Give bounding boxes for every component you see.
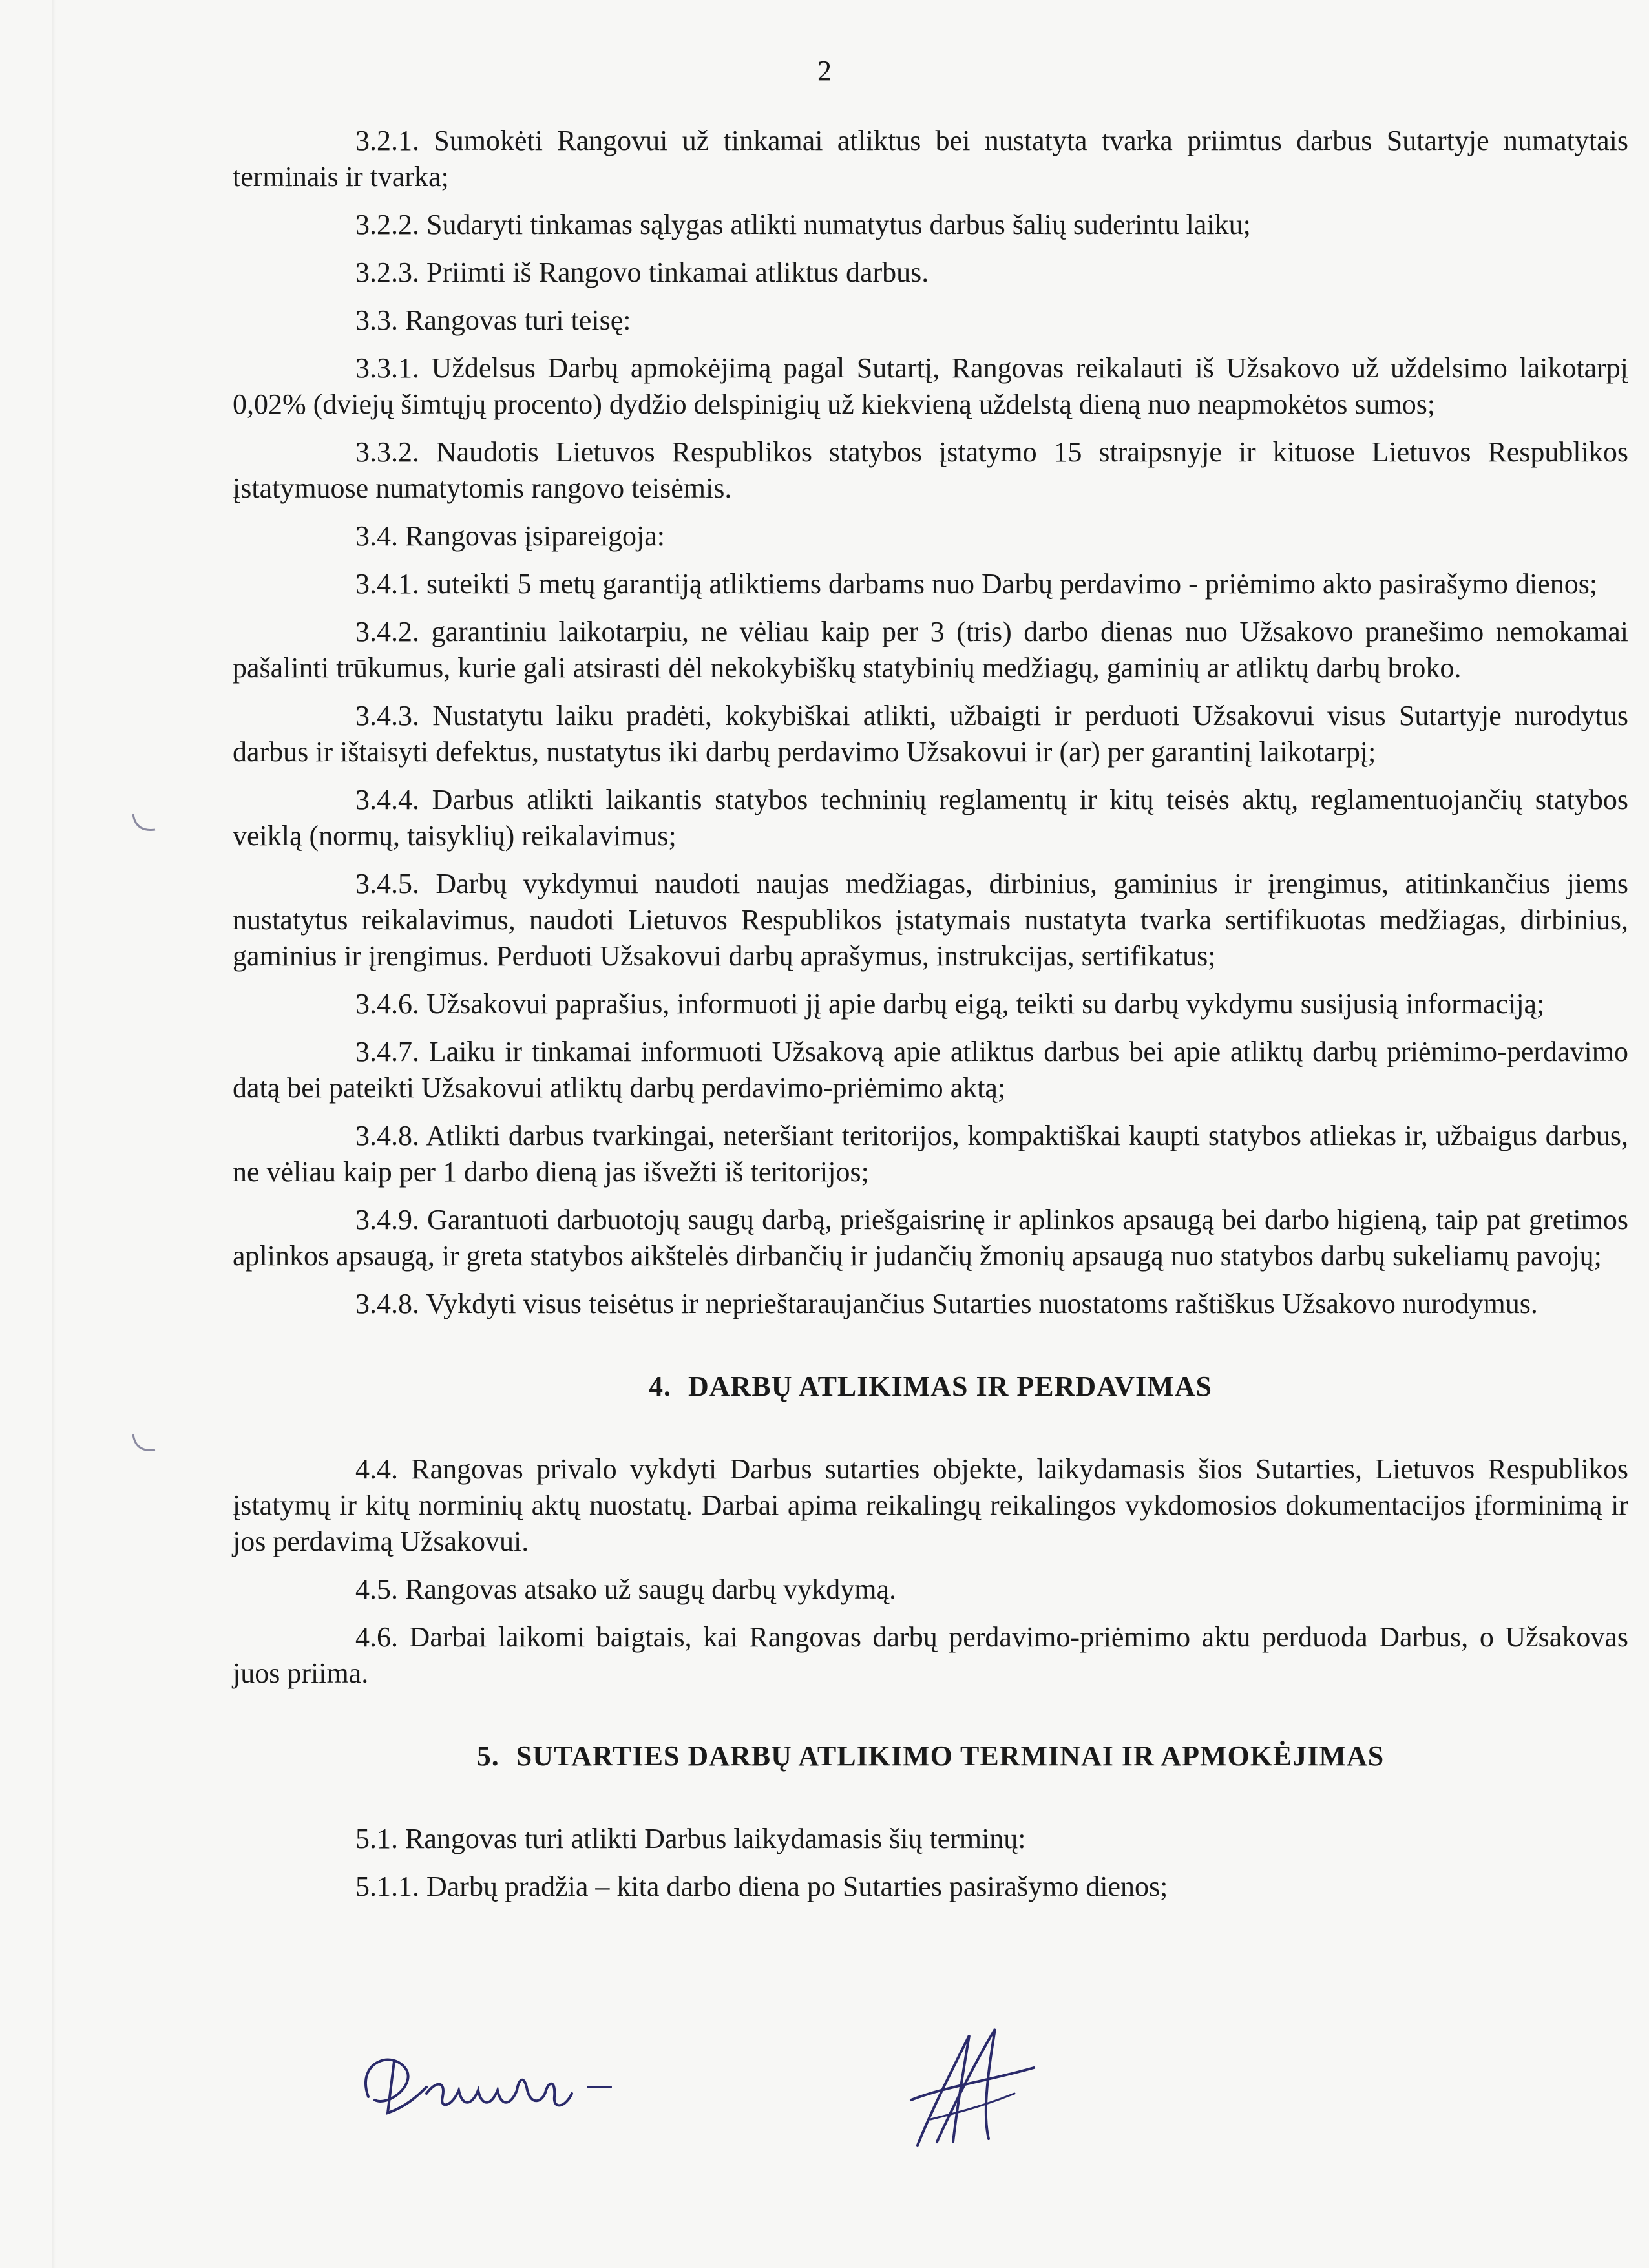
section-5-title: SUTARTIES DARBŲ ATLIKIMO TERMINAI IR APMOKĖJIMAS — [516, 1740, 1385, 1772]
scan-edge-shadow — [52, 0, 56, 2268]
clause-paragraph: 3.4.6. Užsakovui paprašius, informuoti jį apie darbų eigą, teikti su darbų vykdymu susijusią informaciją; — [355, 988, 1545, 1020]
clause-paragraph: 5.1. Rangovas turi atlikti Darbus laikydamasis šių terminų: — [355, 1823, 1026, 1854]
section-4-number: 4. — [649, 1370, 672, 1402]
punch-hole-icon — [129, 808, 159, 837]
section-3-clauses — [233, 123, 1628, 1322]
page-number: 2 — [817, 55, 832, 87]
section-5-number: 5. — [476, 1740, 499, 1772]
clause-paragraph: 3.3.1. Uždelsus Darbų apmokėjimą pagal Sutartį, Rangovas reikalauti iš Užsakovo už uždelsimo laikotarpį 0,02% (dviejų šimtųjų procento) dydžio delspinigių už kiekvieną uždelstą dieną nuo neapmokėtos sumos; — [233, 352, 1628, 420]
clause-paragraph: 3.2.3. Priimti iš Rangovo tinkamai atliktus darbus. — [355, 257, 929, 288]
clause-paragraph: 3.4.8. Vykdyti visus teisėtus ir neprieštaraujančius Sutarties nuostatoms raštiškus Užsakovo nurodymus. — [355, 1288, 1538, 1319]
clause-paragraph: 3.2.1. Sumokėti Rangovui už tinkamai atliktus bei nustatyta tvarka priimtus darbus Sutartyje numatytais terminais ir tvarka; — [233, 125, 1628, 193]
clause-paragraph: 3.4.9. Garantuoti darbuotojų saugų darbą, priešgaisrinę ir aplinkos apsaugą bei darbo higieną, taip pat gretimos aplinkos apsaugą, ir greta statybos aikštelės dirbančių ir judančių žmonių apsaugą nuo statybos darbų sukeliamų pavojų; — [233, 1204, 1628, 1272]
punch-hole-icon — [129, 1428, 159, 1458]
section-4-heading — [233, 1367, 1628, 1406]
section-5-heading — [233, 1737, 1628, 1776]
clause-paragraph: 4.5. Rangovas atsako už saugų darbų vykdymą. — [355, 1573, 897, 1605]
left-signature — [349, 2035, 633, 2132]
clause-paragraph: 3.2.2. Sudaryti tinkamas sąlygas atlikti numatytus darbus šalių suderintu laiku; — [355, 209, 1251, 240]
clause-paragraph: 3.3.2. Naudotis Lietuvos Respublikos statybos įstatymo 15 straipsnyje ir kituose Lietuvos Respublikos įstatymuose numatytomis rangovo teisėmis. — [233, 436, 1628, 504]
clause-paragraph: 3.4.3. Nustatytu laiku pradėti, kokybiškai atlikti, užbaigti ir perduoti Užsakovui visus Sutartyje nurodytus darbus ir ištaisyti defektus, nustatytus iki darbų perdavimo Užsakovui ir (ar) per garantinį laikotarpį; — [233, 700, 1628, 768]
clause-paragraph: 3.3. Rangovas turi teisę: — [355, 304, 631, 336]
clause-paragraph: 3.4.5. Darbų vykdymui naudoti naujas medžiagas, dirbinius, gaminius ir įrengimus, atitinkančius jiems nustatytus reikalavimus, naudoti Lietuvos Respublikos įstatymais nustatyta tvarka sertifikuotas medžiagas, dirbinius, gaminius ir įrengimus. Perduoti Užsakovui darbų aprašymus, instrukcijas, sertifikatus; — [233, 868, 1628, 972]
section-5-clauses — [233, 1821, 1628, 1905]
clause-paragraph: 3.4.4. Darbus atlikti laikantis statybos techninių reglamentų ir kitų teisės aktų, reglamentuojančių statybos veiklą (normų, taisyklių) reikalavimus; — [233, 784, 1628, 852]
clause-paragraph: 5.1.1. Darbų pradžia – kita darbo diena po Sutarties pasirašymo dienos; — [355, 1871, 1168, 1902]
section-4-title: DARBŲ ATLIKIMAS IR PERDAVIMAS — [688, 1370, 1212, 1402]
clause-paragraph: 4.4. Rangovas privalo vykdyti Darbus sutarties objekte, laikydamasis šios Sutarties, Lietuvos Respublikos įstatymų ir kitų norminių aktų nuostatų. Darbai apima reikalingų reikalingos vykdomosios dokumentacijos įforminimą ir jos perdavimą Užsakovui. — [233, 1453, 1628, 1557]
clause-paragraph: 3.4.1. suteikti 5 metų garantiją atliktiems darbams nuo Darbų perdavimo - priėmimo akto pasirašymo dienos; — [355, 568, 1598, 600]
handwritten-signature-icon — [892, 2022, 1040, 2152]
clause-paragraph: 3.4.2. garantiniu laikotarpiu, ne vėliau kaip per 3 (tris) darbo dienas nuo Užsakovo pranešimo nemokamai pašalinti trūkumus, kurie gali atsirasti dėl nekokybiškų statybinių medžiagų, gaminių ar atliktų darbų broko. — [233, 616, 1628, 684]
signatures-area — [0, 2022, 1649, 2184]
clause-paragraph: 3.4. Rangovas įsipareigoja: — [355, 520, 666, 552]
clause-paragraph: 4.6. Darbai laikomi baigtais, kai Rangovas darbų perdavimo-priėmimo aktu perduoda Darbus, o Užsakovas juos priima. — [233, 1621, 1628, 1689]
section-4-clauses — [233, 1451, 1628, 1692]
document-body — [233, 123, 1628, 1916]
clause-paragraph: 3.4.8. Atlikti darbus tvarkingai, neteršiant teritorijos, kompaktiškai kaupti statybos atliekas ir, užbaigus darbus, ne vėliau kaip per 1 darbo dieną jas išvežti iš teritorijos; — [233, 1120, 1628, 1188]
clause-paragraph: 3.4.7. Laiku ir tinkamai informuoti Užsakovą apie atliktus darbus bei apie atliktų darbų priėmimo-perdavimo datą bei pateikti Užsakovui atliktų darbų perdavimo-priėmimo aktą; — [233, 1036, 1628, 1104]
